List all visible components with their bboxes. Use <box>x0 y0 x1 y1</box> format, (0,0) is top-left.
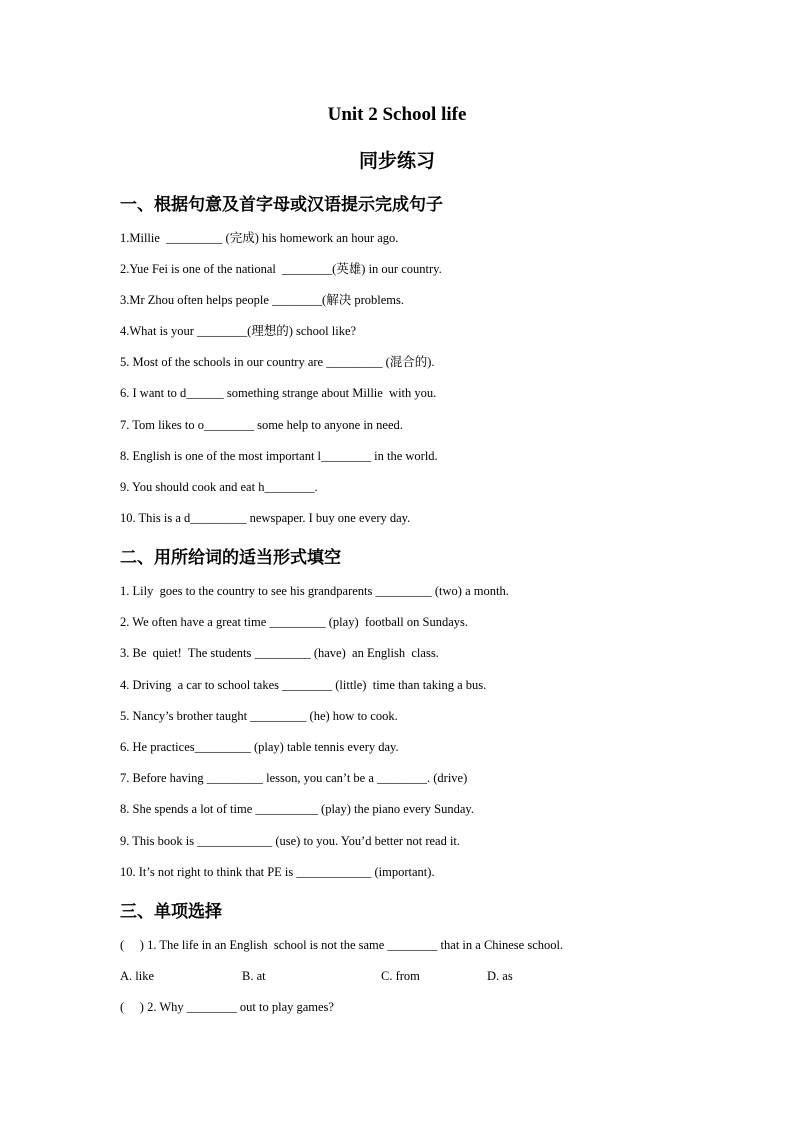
s1-item-6: 6. I want to d______ something strange about Millie with you. <box>120 386 437 400</box>
s3-q1-option-a: A. like <box>120 969 155 983</box>
s2-item-10: 10. It’s not right to think that PE is ____________ (important). <box>120 865 435 879</box>
s2-item-6: 6. He practices_________ (play) table tennis every day. <box>120 740 399 754</box>
s1-item-7: 7. Tom likes to o________ some help to anyone in need. <box>120 418 403 432</box>
s2-item-5: 5. Nancy’s brother taught _________ (he) how to cook. <box>120 709 398 723</box>
s1-item-4: 4.What is your ________(理想的) school like? <box>120 324 357 338</box>
s2-item-3: 3. Be quiet! The students _________ (have) an English class. <box>120 646 439 660</box>
s3-q1-option-d: D. as <box>487 969 513 983</box>
s1-item-8: 8. English is one of the most important l________ in the world. <box>120 449 438 463</box>
s3-question-1: ( ) 1. The life in an English school is not the same ________ that in a Chinese school. <box>120 938 564 952</box>
s2-item-2: 2. We often have a great time _________ (play) football on Sundays. <box>120 615 468 629</box>
s2-item-4: 4. Driving a car to school takes ________ (little) time than taking a bus. <box>120 678 487 692</box>
s3-q1-option-c: C. from <box>381 969 420 983</box>
s1-item-1: 1.Millie _________ (完成) his homework an hour ago. <box>120 231 399 245</box>
s2-item-1: 1. Lily goes to the country to see his grandparents _________ (two) a month. <box>120 584 509 598</box>
s3-q1-option-b: B. at <box>242 969 266 983</box>
s1-item-9: 9. You should cook and eat h________. <box>120 480 318 494</box>
s2-item-8: 8. She spends a lot of time __________ (play) the piano every Sunday. <box>120 802 474 816</box>
s1-item-5: 5. Most of the schools in our country are _________ (混合的). <box>120 355 435 369</box>
s2-item-9: 9. This book is ____________ (use) to you. You’d better not read it. <box>120 834 461 848</box>
s2-item-7: 7. Before having _________ lesson, you can’t be a ________. (drive) <box>120 771 468 785</box>
s1-item-2: 2.Yue Fei is one of the national ________(英雄) in our country. <box>120 262 442 276</box>
section-2-heading: 二、用所给词的适当形式填空 <box>120 548 341 568</box>
s3-question-2: ( ) 2. Why ________ out to play games? <box>120 1000 334 1014</box>
s1-item-10: 10. This is a d_________ newspaper. I buy one every day. <box>120 511 411 525</box>
page-title: Unit 2 School life <box>327 104 467 125</box>
s1-item-3: 3.Mr Zhou often helps people ________(解决 problems. <box>120 293 404 307</box>
section-3-heading: 三、单项选择 <box>120 902 222 922</box>
section-1-heading: 一、根据句意及首字母或汉语提示完成句子 <box>120 195 443 215</box>
page-subtitle: 同步练习 <box>358 150 435 172</box>
